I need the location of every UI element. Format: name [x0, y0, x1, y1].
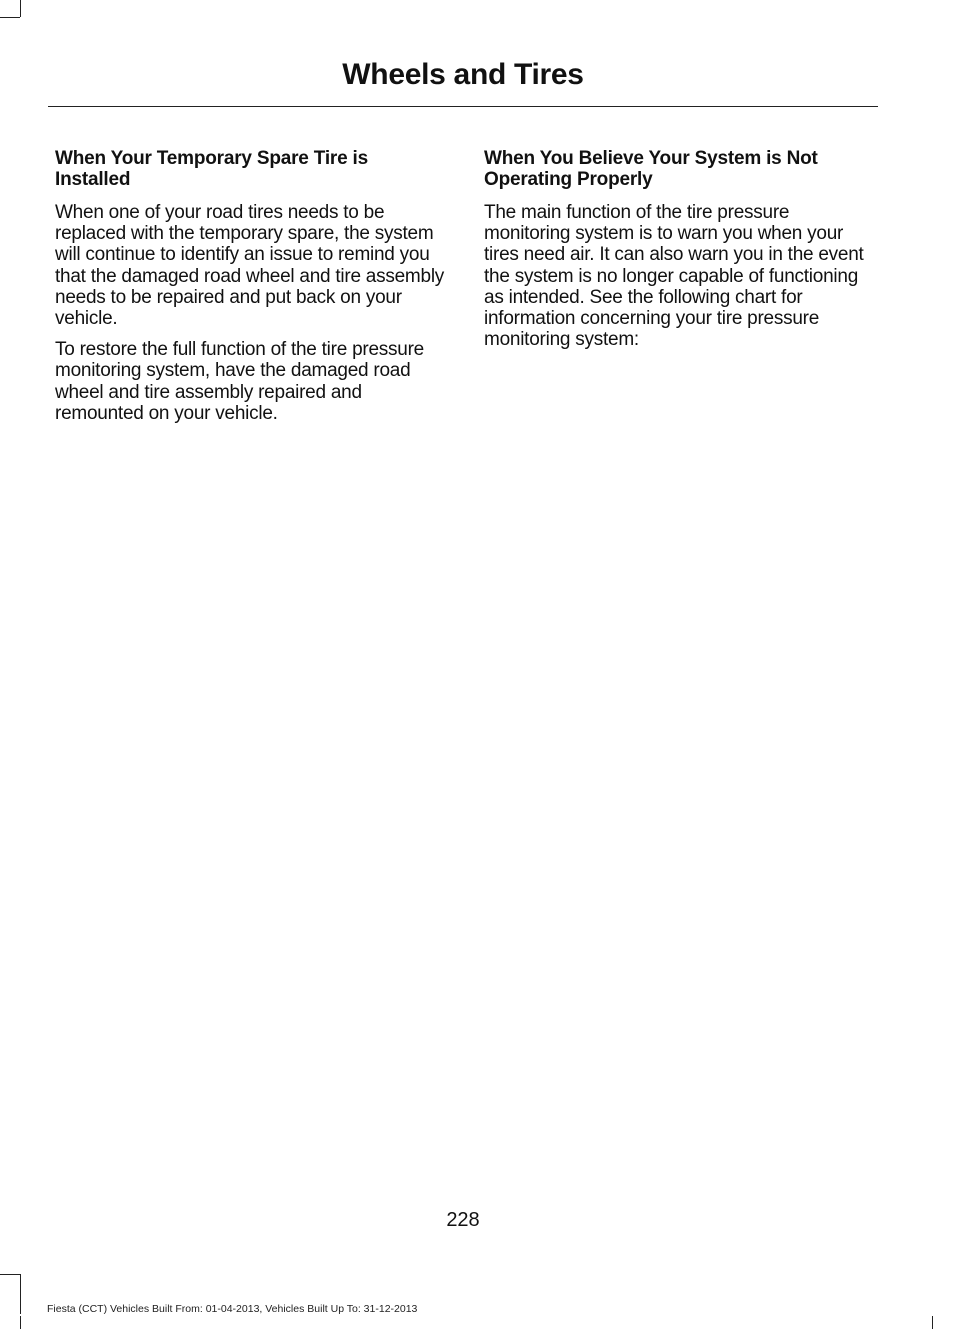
- left-column: [55, 148, 447, 434]
- left-paragraph-1: When one of your road tires needs to be replaced with the temporary spare, the system will continue to identify an issue to remind you that the damaged road wheel and tire assembly needs to be repaired and put back on your vehicle.: [55, 202, 445, 330]
- crop-mark-bottom-left-vertical: [20, 1274, 21, 1314]
- crop-mark-bottom-left: [0, 1274, 20, 1275]
- title-divider: [48, 106, 878, 107]
- left-section-heading: When Your Temporary Spare Tire is Installed: [55, 148, 368, 190]
- right-paragraph-1: The main function of the tire pressure monitoring system is to warn you when your tires need air. It can also warn you in the event the system is no longer capable of functioning as intended. See the following chart for information concerning your tire pressure monitoring system:: [484, 202, 864, 351]
- crop-mark-top-left: [0, 17, 20, 18]
- right-section-heading: When You Believe Your System is Not Operating Properly: [484, 148, 818, 190]
- left-paragraph-2: To restore the full function of the tire pressure monitoring system, have the damaged road wheel and tire assembly repaired and remounted on your vehicle.: [55, 339, 425, 424]
- crop-mark-top-left-vertical: [20, 0, 21, 17]
- crop-mark-bottom-left-tick: [20, 1316, 21, 1329]
- crop-mark-bottom-right-tick: [932, 1316, 933, 1329]
- page-title: Wheels and Tires: [342, 58, 584, 91]
- right-column: [484, 148, 876, 360]
- footer-note: Fiesta (CCT) Vehicles Built From: 01-04-2013, Vehicles Built Up To: 31-12-2013: [47, 1303, 418, 1315]
- page-number: 228: [446, 1209, 480, 1231]
